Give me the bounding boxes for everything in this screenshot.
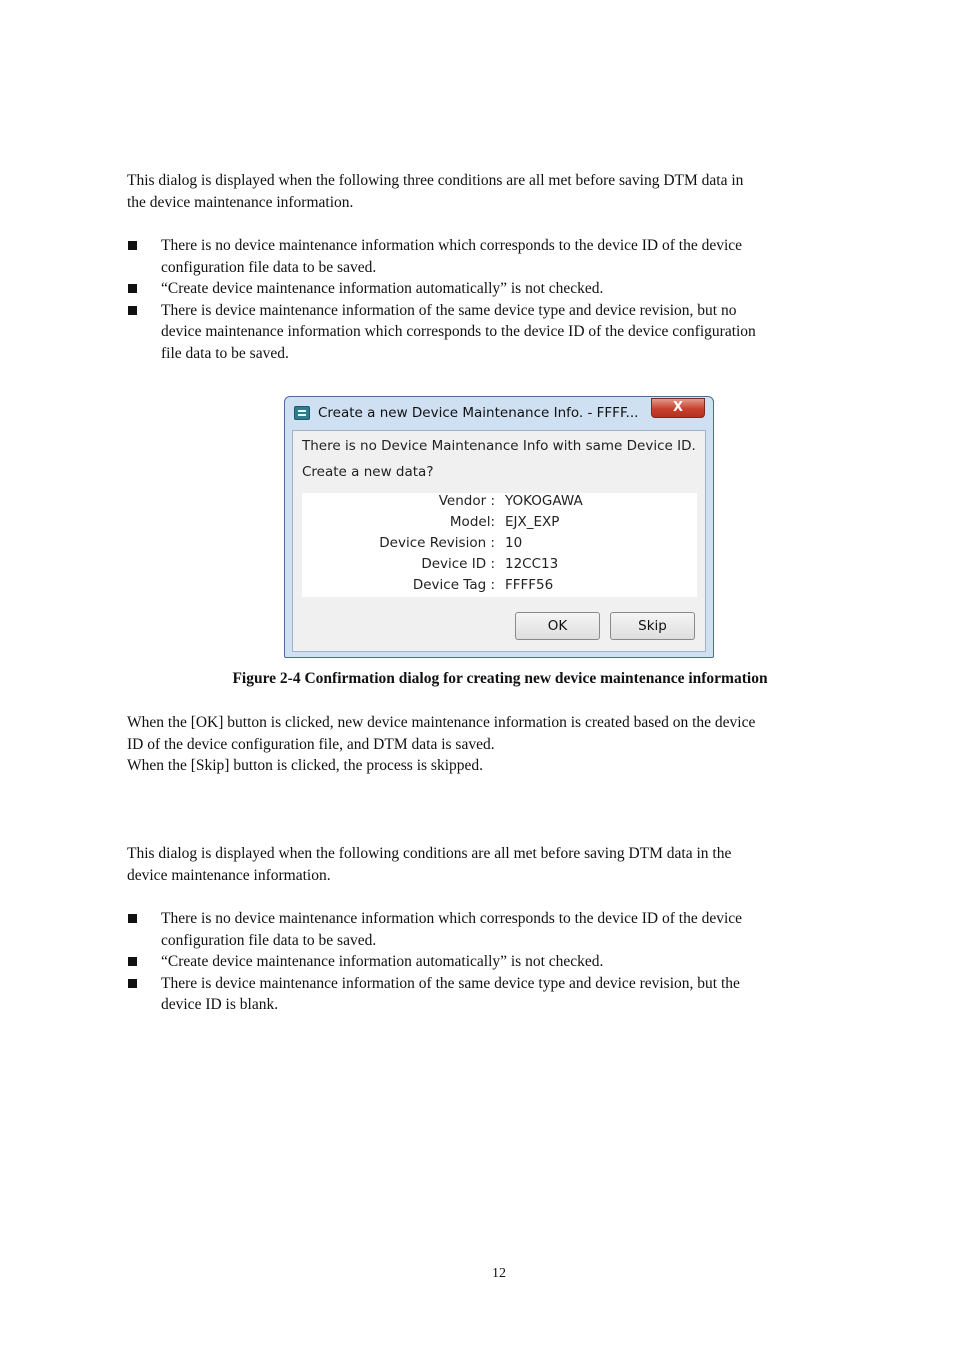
app-icon [294, 406, 310, 420]
text-line: device ID is blank. [161, 996, 279, 1013]
info-row-device-tag [302, 577, 697, 598]
info-label: Device Revision : [379, 535, 495, 551]
ok-button[interactable]: OK [515, 612, 600, 640]
dialog-message: There is no Device Maintenance Info with same Device ID. [302, 438, 696, 454]
text-line: There is no device maintenance information which corresponds to the device ID of the device [161, 910, 743, 927]
bullet-item [127, 908, 872, 951]
square-bullet-icon [128, 957, 137, 966]
info-value: YOKOGAWA [505, 493, 583, 509]
text-line: configuration file data to be saved. [161, 931, 377, 949]
section1-intro [127, 170, 872, 213]
device-info-panel [302, 493, 697, 597]
info-row-device-revision [302, 535, 697, 556]
text-line: When the [OK] button is clicked, new device maintenance information is created based on the device [127, 714, 756, 731]
bullet-item [127, 951, 872, 973]
text-line: This dialog is displayed when the following conditions are all met before saving DTM data in the [127, 845, 732, 862]
info-label: Vendor : [438, 493, 495, 509]
text-line: There is device maintenance information of the same device type and device revision, but the [161, 974, 740, 992]
close-icon: X [672, 400, 684, 415]
dialog-title: Create a new Device Maintenance Info. - FFFF... [318, 405, 639, 421]
figure-caption: Figure 2-4 Confirmation dialog for creating new device maintenance information [232, 670, 768, 687]
text-line: file data to be saved. [161, 344, 289, 362]
info-row-vendor [302, 493, 697, 514]
section1-bullets [127, 235, 872, 364]
section2-intro [127, 843, 872, 886]
text-line: When the [Skip] button is clicked, the process is skipped. [127, 757, 484, 774]
bullet-item [127, 973, 872, 1016]
square-bullet-icon [128, 284, 137, 293]
text-line: device maintenance information which corresponds to the device ID of the device configuration [161, 323, 756, 340]
info-value: FFFF56 [505, 577, 554, 593]
bullet-item [127, 235, 872, 278]
text-line: There is device maintenance information of the same device type and device revision, but no [161, 301, 737, 319]
page-number: 12 [492, 1266, 506, 1281]
info-row-model [302, 514, 697, 535]
bullet-item [127, 300, 872, 365]
info-value: 10 [505, 535, 523, 551]
square-bullet-icon [128, 306, 137, 315]
square-bullet-icon [128, 979, 137, 988]
text-line: There is no device maintenance information which corresponds to the device ID of the device [161, 237, 743, 254]
info-label: Model: [449, 514, 495, 530]
square-bullet-icon [128, 241, 137, 250]
section2-bullets [127, 908, 872, 1016]
text-line: configuration file data to be saved. [161, 258, 377, 276]
info-label: Device Tag : [412, 577, 495, 593]
skip-button[interactable]: Skip [610, 612, 695, 640]
dialog-question: Create a new data? [302, 464, 434, 480]
info-value: 12CC13 [505, 556, 559, 572]
text-line: “Create device maintenance information automatically” is not checked. [161, 280, 604, 297]
info-value: EJX_EXP [505, 514, 560, 530]
bullet-item [127, 278, 872, 300]
text-line: the device maintenance information. [127, 193, 354, 211]
dialog-body [292, 430, 706, 652]
text-line: device maintenance information. [127, 866, 331, 884]
text-line: ID of the device configuration file, and DTM data is saved. [127, 735, 495, 753]
after-figure-text [127, 712, 872, 777]
square-bullet-icon [128, 914, 137, 923]
info-label: Device ID : [421, 556, 495, 572]
close-button[interactable] [651, 398, 705, 418]
info-row-device-id [302, 556, 697, 577]
dialog-titlebar[interactable] [285, 397, 713, 429]
confirmation-dialog [284, 396, 714, 658]
text-line: This dialog is displayed when the following three conditions are all met before saving DTM data in [127, 172, 744, 189]
text-line: “Create device maintenance information automatically” is not checked. [161, 953, 604, 970]
